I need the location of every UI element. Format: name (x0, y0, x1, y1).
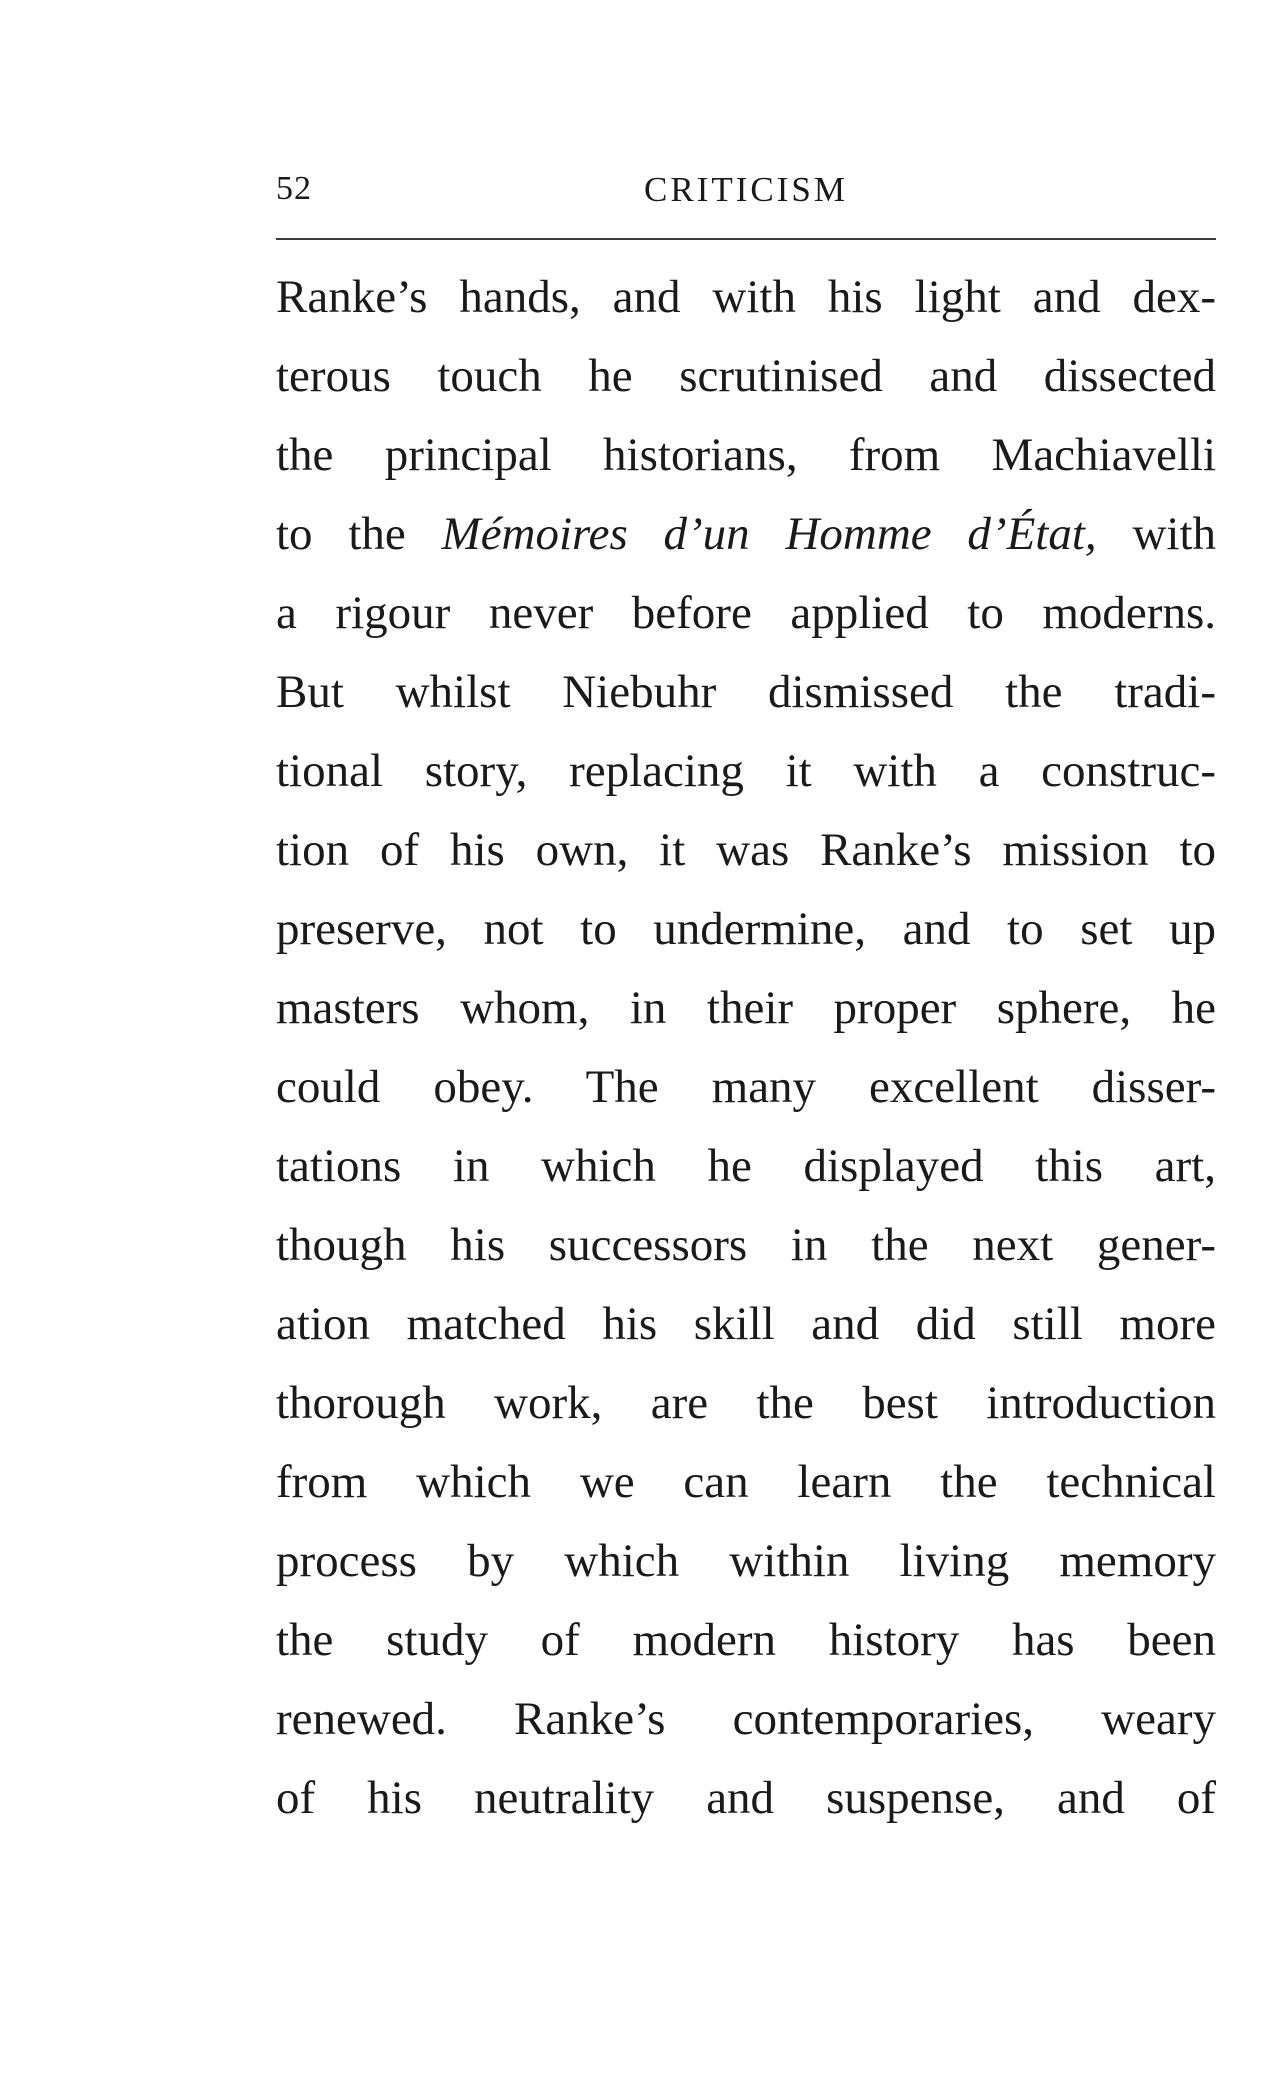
text-line: tion of his own, it was Ranke’s mission to (276, 824, 1216, 876)
text-line: the study of modern history has been (276, 1614, 1216, 1666)
text-line-start: to the (276, 508, 406, 560)
text-line: preserve, not to undermine, and to set up (276, 903, 1216, 955)
text-line: Ranke’s hands, and with his light and dex- (276, 271, 1216, 323)
text-line: though his successors in the next gener- (276, 1219, 1216, 1271)
page-number: 52 (276, 170, 312, 207)
text-line: tations in which he displayed this art, (276, 1140, 1216, 1192)
text-line: from which we can learn the technical (276, 1456, 1216, 1508)
italic-title: Mémoires d’un Homme d’État, (441, 508, 1097, 560)
body-text (276, 258, 1216, 1838)
text-line: process by which within living memory (276, 1535, 1216, 1587)
text-line: renewed. Ranke’s contemporaries, weary (276, 1693, 1216, 1745)
text-line: the principal historians, from Machiavelli (276, 429, 1216, 481)
text-line: tional story, replacing it with a construc- (276, 745, 1216, 797)
text-line: of his neutrality and suspense, and of (276, 1772, 1216, 1824)
text-line: ation matched his skill and did still more (276, 1298, 1216, 1350)
header-rule (276, 238, 1216, 240)
text-line: masters whom, in their proper sphere, he (276, 982, 1216, 1034)
text-line: a rigour never before applied to moderns. (276, 587, 1216, 639)
text-line-end: with (1132, 508, 1216, 560)
text-line: terous touch he scrutinised and dissected (276, 350, 1216, 402)
text-line: thorough work, are the best introduction (276, 1377, 1216, 1429)
running-head: CRITICISM (644, 170, 848, 209)
text-line (276, 495, 1216, 574)
text-line: But whilst Niebuhr dismissed the tradi- (276, 666, 1216, 718)
text-line: could obey. The many excellent disser- (276, 1061, 1216, 1113)
page-header (276, 162, 1216, 222)
